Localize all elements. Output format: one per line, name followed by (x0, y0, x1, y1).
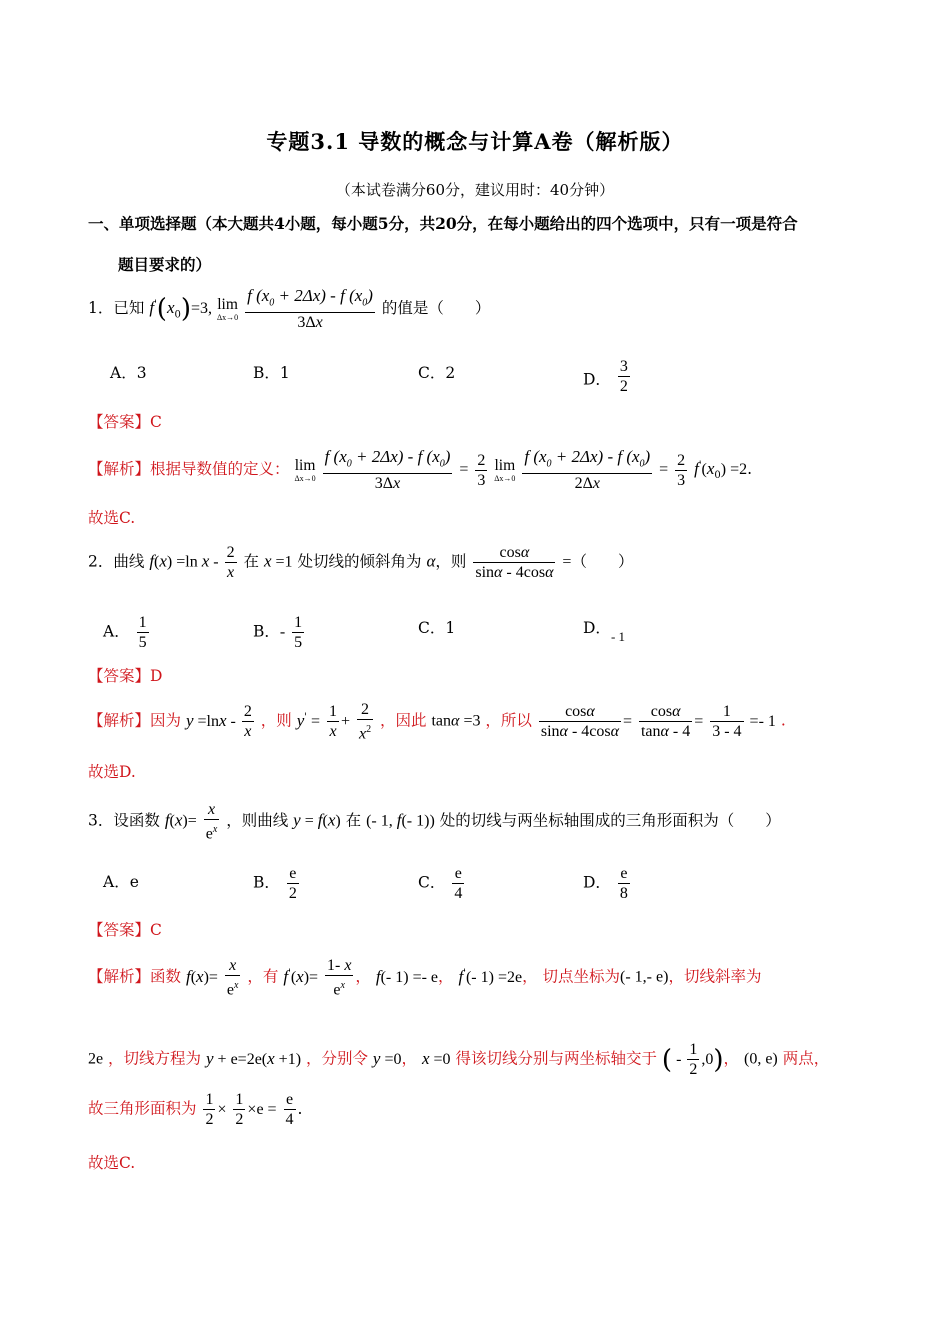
q3-answer: 【答案】C (88, 921, 162, 939)
q1-option-b: B．1 (253, 364, 290, 382)
question-2: 2．曲线 f(x) =ln x - $\frac{2}{x}$ 在 x =1 处切线的倾斜角为 α，则 $\frac{\cos\alpha}{\sin\alpha - 4\cos\alpha}$ =（ ） (88, 544, 634, 581)
q3-conclusion: 故选C. (88, 1154, 136, 1172)
q3-option-b: B． $\frac{e}{2}$ (253, 865, 297, 902)
page-subtitle: （本试卷满分60分，建议用时：40分钟） (335, 181, 615, 199)
q3-analysis-line1: 【解析】函数 f(x)= $\frac{x}{e^x}$ ，有 f'(x)= $\frac{1- x}{e^x}$ ， f(- 1) =- e， f'(- 1) =2e， 切点坐标为(- 1,- e)，切线斜率为 (88, 957, 762, 999)
question-1: 1．已知 $f'(x_0)=3$, lim Δx→0 $\frac{f (x_0 + 2\Delta x) - f (x_0)}{3\Delta x}$ 的值是（ ） (88, 286, 491, 332)
q2-answer: 【答案】D (88, 667, 163, 685)
question-3: 3．设函数 f(x)= $\frac{x}{e^x}$ ，则曲线 y = f(x) 在 (- 1, f(- 1)) 处的切线与两坐标轴围成的三角形面积为（ ） (88, 801, 781, 843)
q1-analysis: 【解析】根据导数值的定义： lim Δx→0 $\frac{f (x_0 + 2\Delta x) - f (x_0)}{3\Delta x}$ = $\frac{2}{3}$ lim Δx→0 $\frac{f (x_0 + 2\Delta x) - f (x_0)}{2\Delta x}$ = $\frac{2}{3}$ $f'(x_0) =2$. (88, 447, 753, 493)
q2-option-a: A． $\frac{1}{5}$ (103, 614, 147, 651)
q3-analysis-line2: 2e ，切线方程为 y + e=2e(x +1) ，分别令 y =0， x =0 得该切线分别与两坐标轴交于 ( - $\frac{1}{2}$ ,0)， (0, e) 两点， (88, 1041, 830, 1078)
q3-option-a: A．e (103, 873, 139, 891)
q1-option-c: C．2 (418, 364, 456, 382)
section-heading-cont: 题目要求的） (118, 255, 212, 274)
q2-analysis: 【解析】因为 y =lnx - $\frac{2}{x}$ ，则 y' = $\frac{1}{x}$ + $\frac{2}{x^2}$ ，因此 tanα =3 ，所以 $\frac{\cos\alpha}{\sin\alpha - 4\cos\alpha}$ = $\frac{\cos\alpha}{\tan\alpha - 4}$ = $\frac{1}{3 - 4}$ =- 1 . (88, 701, 786, 743)
q3-analysis-line3: 故三角形面积为 $\frac{1}{2}$ × $\frac{1}{2}$ ×e = $\frac{e}{4}$ . (88, 1091, 303, 1128)
q2-option-c: C．1 (418, 619, 456, 637)
question-1-tail: 的值是（ ） (381, 299, 491, 318)
q1-option-a: A．3 (110, 364, 147, 382)
q2-option-d: D．$_{- 1}$ (583, 619, 626, 644)
section-heading: 一、单项选择题（本大题共4小题，每小题5分，共20分，在每小题给出的四个选项中，只有一项是符合 (88, 214, 798, 233)
q1-option-d: D． $\frac{3}{2}$ (583, 358, 628, 395)
q2-option-b: B．- $\frac{1}{5}$ (253, 614, 303, 651)
q1-conclusion: 故选C. (88, 509, 136, 527)
q1-answer: 【答案】C (88, 413, 162, 431)
q3-option-c: C． $\frac{e}{4}$ (418, 865, 463, 902)
page-title: 专题3.1 导数的概念与计算A卷（解析版） (266, 129, 684, 154)
question-1-stem: 1．已知 (88, 299, 145, 318)
q2-conclusion: 故选D. (88, 763, 136, 781)
q3-option-d: D． $\frac{e}{8}$ (583, 865, 628, 902)
